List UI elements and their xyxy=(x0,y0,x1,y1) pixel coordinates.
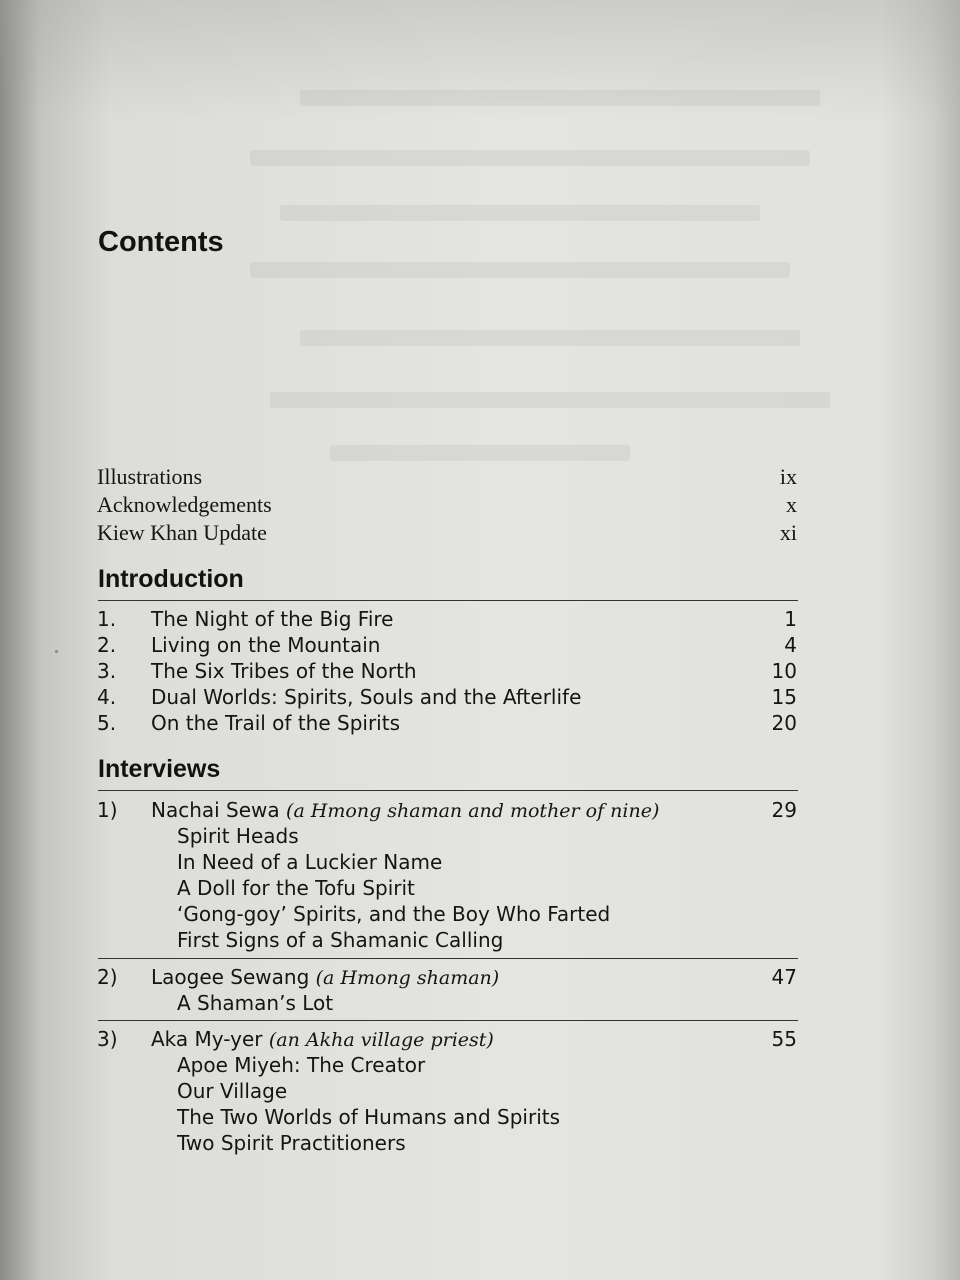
toc-page-number: x xyxy=(786,492,797,517)
chapter-number: 3. xyxy=(97,659,117,683)
chapter-title: The Night of the Big Fire xyxy=(151,607,394,631)
paper-speck xyxy=(55,650,58,653)
toc-row[interactable] xyxy=(97,519,797,547)
chapter-title: Dual Worlds: Spirits, Souls and the Afterlife xyxy=(151,685,582,709)
chapter-page-number: 20 xyxy=(771,711,797,735)
toc-row[interactable] xyxy=(97,491,797,519)
chapter-page-number: 1 xyxy=(784,607,797,631)
chapter-row[interactable] xyxy=(97,684,797,710)
interview-page-number: 29 xyxy=(771,798,797,822)
chapter-number: 1. xyxy=(97,607,117,631)
interview-number: 2) xyxy=(97,965,118,989)
interviewee-name: Nachai Sewa xyxy=(151,798,280,822)
chapter-row[interactable] xyxy=(97,632,797,658)
chapter-page-number: 15 xyxy=(771,685,797,709)
chapter-row[interactable] xyxy=(97,658,797,684)
interview-row[interactable] xyxy=(97,964,797,990)
interviewee-description: (a Hmong shaman) xyxy=(315,967,500,989)
toc-title: Illustrations xyxy=(97,464,203,489)
toc-title: Kiew Khan Update xyxy=(97,520,267,545)
divider xyxy=(98,1020,798,1021)
subsection-item[interactable]: Apoe Miyeh: The Creator xyxy=(177,1053,426,1077)
divider xyxy=(98,790,798,791)
subsection-item[interactable]: The Two Worlds of Humans and Spirits xyxy=(177,1105,561,1129)
interviews-heading: Interviews xyxy=(98,755,221,783)
interview-entry xyxy=(97,1026,797,1156)
front-matter-list xyxy=(97,463,797,547)
subsection-item[interactable]: A Shaman’s Lot xyxy=(177,991,334,1015)
interviewee-name: Laogee Sewang xyxy=(151,965,310,989)
chapter-number: 2. xyxy=(97,633,117,657)
toc-row[interactable] xyxy=(97,463,797,491)
subsection-item[interactable]: In Need of a Luckier Name xyxy=(177,850,443,874)
divider xyxy=(98,958,798,959)
interview-row[interactable] xyxy=(97,797,797,823)
chapter-page-number: 4 xyxy=(784,633,797,657)
interviewee-name: Aka My-yer xyxy=(151,1027,263,1051)
chapter-title: Living on the Mountain xyxy=(151,633,381,657)
chapter-title: On the Trail of the Spirits xyxy=(151,711,400,735)
chapter-number: 4. xyxy=(97,685,117,709)
toc-page-number: ix xyxy=(779,464,797,489)
interview-number: 3) xyxy=(97,1027,118,1051)
page-title: Contents xyxy=(98,226,224,258)
interview-page-number: 55 xyxy=(771,1027,797,1051)
divider xyxy=(98,600,798,601)
interviewee-description: (an Akha village priest) xyxy=(268,1029,494,1051)
toc-page-number: xi xyxy=(779,520,797,545)
interview-page-number: 47 xyxy=(771,965,797,989)
interview-entry xyxy=(97,964,797,1016)
chapter-page-number: 10 xyxy=(771,659,797,683)
chapter-row[interactable] xyxy=(97,710,797,736)
interview-number: 1) xyxy=(97,798,118,822)
interviewee-description: (a Hmong shaman and mother of nine) xyxy=(286,800,660,822)
chapter-row[interactable] xyxy=(97,606,797,632)
toc-title: Acknowledgements xyxy=(97,492,272,517)
subsection-item[interactable]: Our Village xyxy=(177,1079,288,1103)
chapter-number: 5. xyxy=(97,711,117,735)
subsection-item[interactable]: ‘Gong-goy’ Spirits, and the Boy Who Farted xyxy=(177,902,611,926)
subsection-item[interactable]: Spirit Heads xyxy=(177,824,299,848)
subsection-item[interactable]: First Signs of a Shamanic Calling xyxy=(177,928,504,952)
chapter-title: The Six Tribes of the North xyxy=(151,659,417,683)
introduction-heading: Introduction xyxy=(98,565,244,593)
subsection-item[interactable]: Two Spirit Practitioners xyxy=(177,1131,406,1155)
interview-row[interactable] xyxy=(97,1026,797,1052)
interview-entry xyxy=(97,797,797,953)
introduction-list xyxy=(97,606,797,736)
subsection-item[interactable]: A Doll for the Tofu Spirit xyxy=(177,876,415,900)
